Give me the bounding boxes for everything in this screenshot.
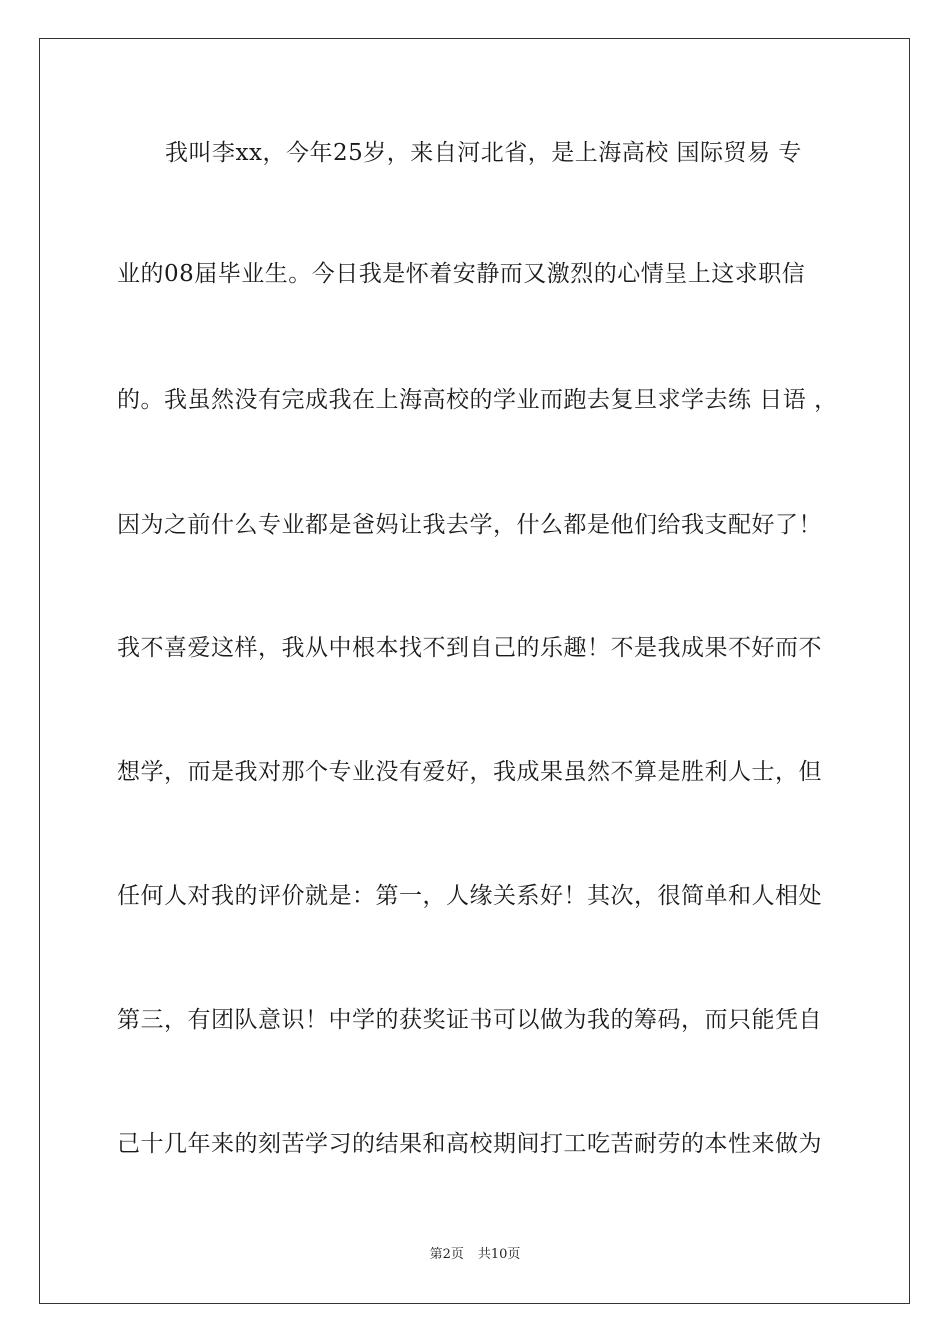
- body-line-6: 想学，而是我对那个专业没有爱好，我成果虽然不算是胜利人士，但: [117, 759, 822, 785]
- body-line-7: 任何人对我的评价就是：第一，人缘关系好！其次，很简单和人相处: [117, 883, 822, 909]
- body-line-8: 第三，有团队意识！中学的获奖证书可以做为我的筹码，而只能凭自: [117, 1007, 822, 1033]
- page-footer: [0, 1246, 950, 1264]
- page-total: 共10页: [477, 1247, 521, 1262]
- body-line-4: 因为之前什么专业都是爸妈让我去学，什么都是他们给我支配好了！: [117, 512, 822, 538]
- body-line-1: 我叫李xx，今年25岁，来自河北省，是上海高校 国际贸易 专: [165, 140, 802, 166]
- body-line-5: 我不喜爱这样，我从中根本找不到自己的乐趣！不是我成果不好而不: [117, 635, 822, 661]
- body-line-3: 的。我虽然没有完成我在上海高校的学业而跑去复旦求学去练 日语 ，: [117, 387, 838, 413]
- body-line-2: 业的08届毕业生。今日我是怀着安静而又激烈的心情呈上这求职信: [117, 261, 806, 287]
- page-number: 第2页: [429, 1247, 464, 1262]
- page-frame: [39, 38, 910, 1304]
- body-line-9: 己十几年来的刻苦学习的结果和高校期间打工吃苦耐劳的本性来做为: [117, 1131, 822, 1157]
